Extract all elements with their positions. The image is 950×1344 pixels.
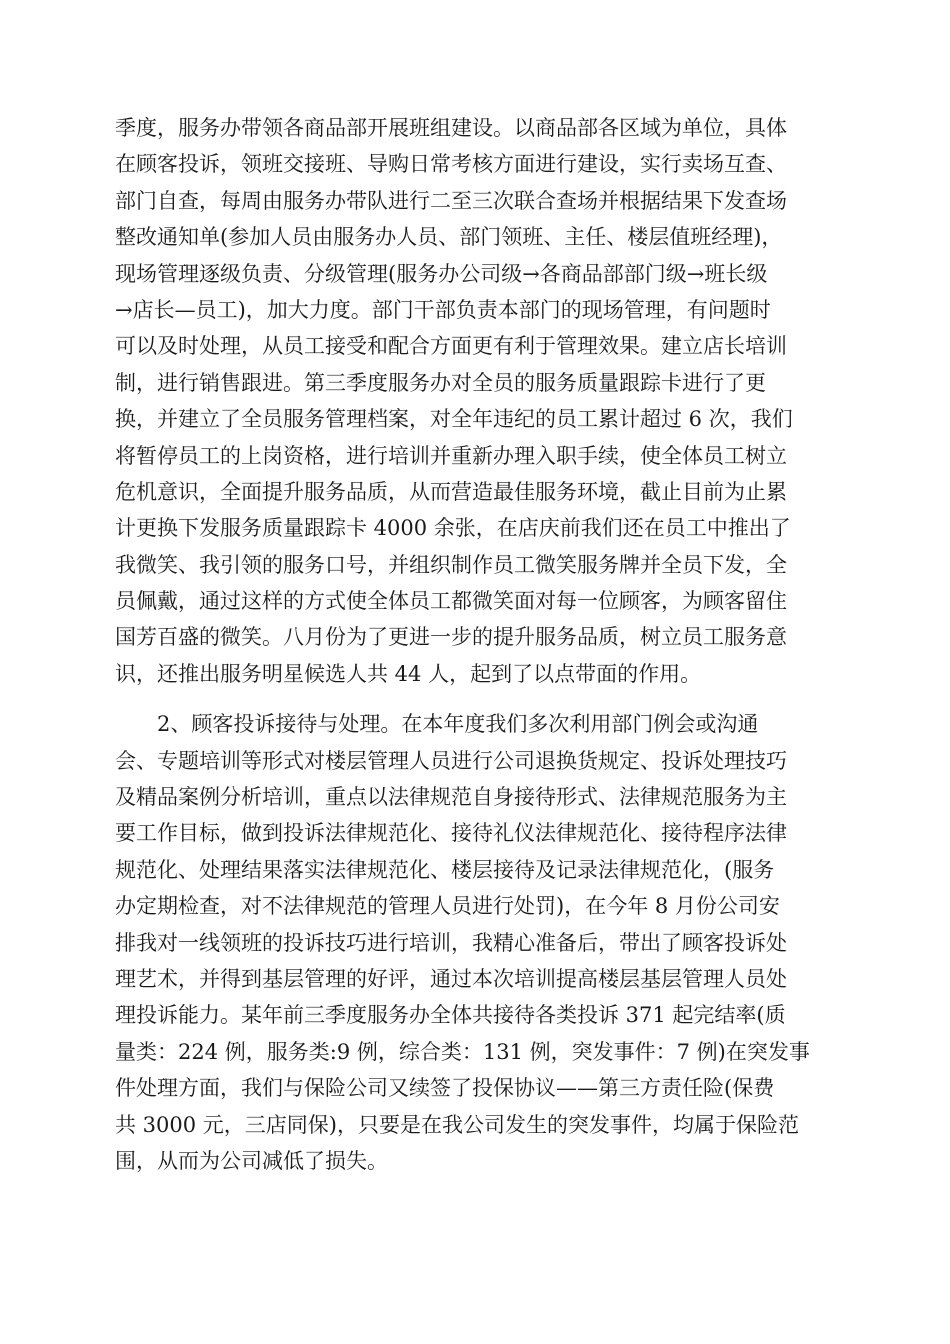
text-line: 2、顾客投诉接待与处理。在本年度我们多次利用部门例会或沟通 <box>157 712 759 737</box>
text-line: 会、专题培训等形式对楼层管理人员进行公司退换货规定、投诉处理技巧 <box>115 748 787 773</box>
text-line: 围，从而为公司减低了损失。 <box>115 1148 388 1173</box>
document-page <box>115 110 845 1179</box>
text-line: 现场管理逐级负责、分级管理(服务办公司级→各商品部部门级→班长级 <box>115 261 768 286</box>
text-line: 规范化、处理结果落实法律规范化、楼层接待及记录法律规范化，(服务 <box>115 857 775 882</box>
text-line: 及精品案例分析培训，重点以法律规范自身接待形式、法律规范服务为主 <box>115 785 787 810</box>
text-line: 件处理方面，我们与保险公司又续签了投保协议——第三方责任险(保费 <box>115 1076 775 1101</box>
text-line: 排我对一线领班的投诉技巧进行培训，我精心准备后，带出了顾客投诉处 <box>115 930 787 955</box>
text-line: 季度，服务办带领各商品部开展班组建设。以商品部各区域为单位，具体 <box>115 116 787 140</box>
text-line: 理艺术，并得到基层管理的好评，通过本次培训提高楼层基层管理人员处 <box>115 966 787 991</box>
text-line: 识，还推出服务明星候选人共 44 人，起到了以点带面的作用。 <box>115 661 702 686</box>
paragraph-team-building <box>115 110 845 692</box>
text-line: 将暂停员工的上岗资格，进行培训并重新办理入职手续，使全体员工树立 <box>115 443 787 468</box>
paragraph-complaint-handling <box>115 706 845 1179</box>
text-line: 要工作目标，做到投诉法律规范化、接待礼仪法律规范化、接待程序法律 <box>115 821 787 846</box>
text-line: →店长—员工)，加大力度。部门干部负责本部门的现场管理，有问题时 <box>115 297 771 322</box>
text-line: 量类：224 例，服务类:9 例，综合类：131 例，突发事件：7 例)在突发事 <box>115 1039 810 1064</box>
text-line: 国芳百盛的微笑。八月份为了更进一步的提升服务品质，树立员工服务意 <box>115 625 787 650</box>
text-line: 可以及时处理，从员工接受和配合方面更有利于管理效果。建立店长培训 <box>115 334 787 359</box>
text-line: 整改通知单(参加人员由服务办人员、部门领班、主任、楼层值班经理)， <box>115 225 783 250</box>
text-line: 办定期检查，对不法律规范的管理人员进行处罚)，在今年 8 月份公司安 <box>115 894 780 919</box>
text-line: 换，并建立了全员服务管理档案，对全年违纪的员工累计超过 6 次，我们 <box>115 407 793 432</box>
text-line: 计更换下发服务质量跟踪卡 4000 余张，在店庆前我们还在员工中推出了 <box>115 516 791 541</box>
text-line: 在顾客投诉，领班交接班、导购日常考核方面进行建设，实行卖场互查、 <box>115 152 787 177</box>
text-line: 共 3000 元，三店同保)，只要是在我公司发生的突发事件，均属于保险范 <box>115 1112 799 1137</box>
text-line: 我微笑、我引领的服务口号，并组织制作员工微笑服务牌并全员下发，全 <box>115 552 787 577</box>
text-line: 危机意识，全面提升服务品质，从而营造最佳服务环境，截止目前为止累 <box>115 479 787 504</box>
text-line: 部门自查，每周由服务办带队进行二至三次联合查场并根据结果下发查场 <box>115 188 787 213</box>
text-line: 员佩戴，通过这样的方式使全体员工都微笑面对每一位顾客，为顾客留住 <box>115 589 787 614</box>
paragraph-spacer <box>115 692 845 706</box>
text-line: 制，进行销售跟进。第三季度服务办对全员的服务质量跟踪卡进行了更 <box>115 370 766 395</box>
text-line: 理投诉能力。某年前三季度服务办全体共接待各类投诉 371 起完结率(质 <box>115 1003 786 1028</box>
